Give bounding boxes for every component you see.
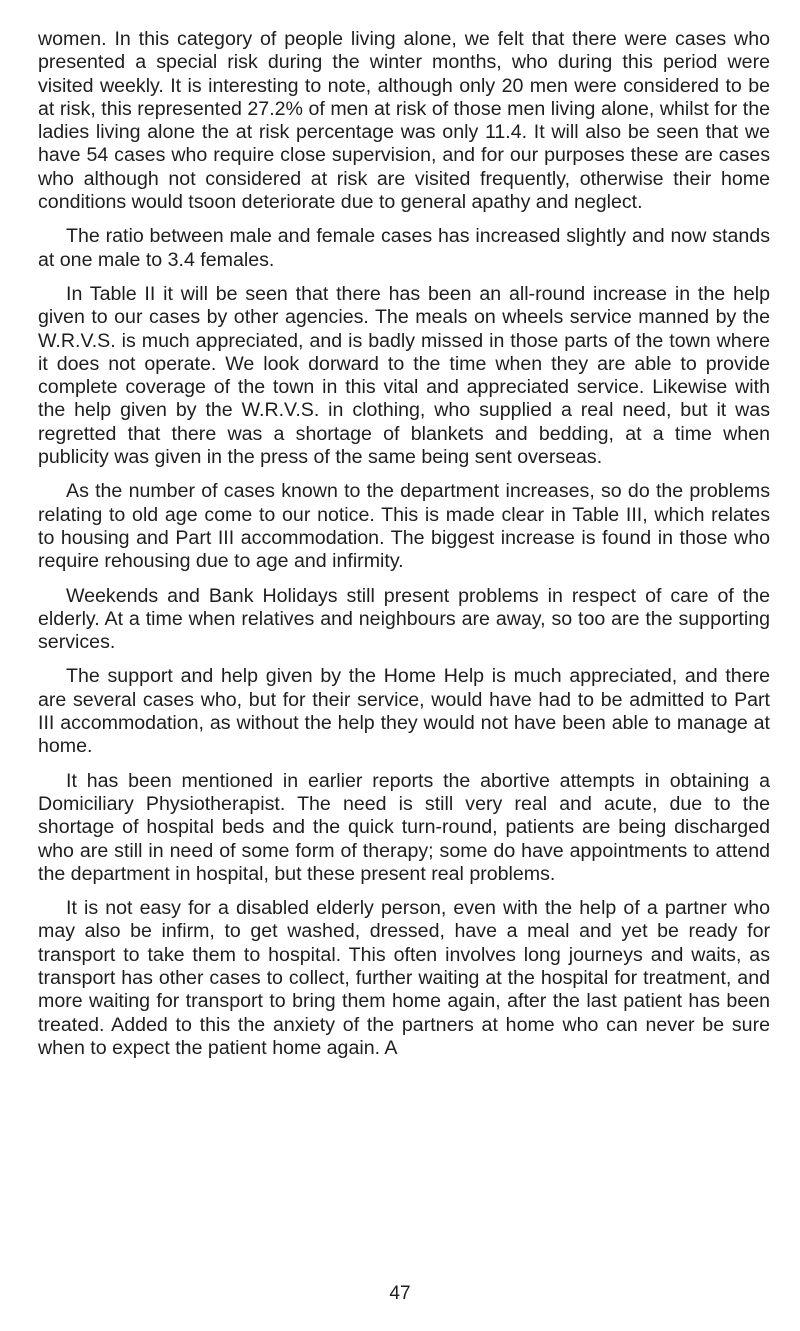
page-number: 47 (389, 1283, 411, 1304)
paragraph-2: The ratio between male and female cases has increased slightly and now stands at one male to 3.4 females. (38, 225, 770, 271)
paragraph-5: Weekends and Bank Holidays still present problems in respect of care of the elderly. At a time when relatives and neighbours are away, so too are the supporting services. (38, 584, 770, 654)
paragraph-4: As the number of cases known to the department increases, so do the problems relating to old age come to our notice. This is made clear in Table III, which relates to housing and Part III accommodation. The biggest increase is found in those who require rehousing due to age and infirmity. (38, 480, 770, 573)
paragraph-6: The support and help given by the Home Help is much appreciated, and there are several cases who, but for their service, would have had to be admitted to Part III accommodation, as without the help they would not have been able to manage at home. (38, 665, 770, 758)
document-body (38, 28, 770, 1071)
paragraph-1: women. In this category of people living alone, we felt that there were cases who presented a special risk during the winter months, who during this period were visited weekly. It is interesting to note, although only 20 men were considered to be at risk, this represented 27.2% of men at risk of those men living alone, whilst for the ladies living alone the at risk percentage was only 11.4. It will also be seen that we have 54 cases who require close supervision, and for our purposes these are cases who although not considered at risk are visited frequently, otherwise their home conditions would tsoon deteriorate due to general apathy and neglect. (38, 28, 770, 214)
paragraph-3: In Table II it will be seen that there has been an all-round increase in the help given to our cases by other agencies. The meals on wheels service manned by the W.R.V.S. is much appreciated, and is badly missed in those parts of the town where it does not operate. We look dorward to the time when they are able to provide complete coverage of the town in this vital and appreciated service. Likewise with the help given by the W.R.V.S. in clothing, who supplied a real need, but it was regretted that there was a shortage of blankets and bedding, at a time when publicity was given in the press of the same being sent overseas. (38, 282, 770, 469)
paragraph-7: It has been mentioned in earlier reports the abortive attempts in obtaining a Domiciliary Physiotherapist. The need is still very real and acute, due to the shortage of hospital beds and the quick turn-round, patients are being discharged who are still in need of some form of therapy; some do have appointments to attend the department in hospital, but these present real problems. (38, 769, 770, 885)
paragraph-8: It is not easy for a disabled elderly person, even with the help of a partner who may also be infirm, to get washed, dressed, have a meal and yet be ready for transport to take them to hospital. This often involves long journeys and waits, as transport has other cases to collect, further waiting at the hospital for treatment, and more waiting for transport to bring them home again, after the last patient has been treated. Added to this the anxiety of the partners at home who can never be sure when to expect the patient home again. A (38, 897, 770, 1059)
